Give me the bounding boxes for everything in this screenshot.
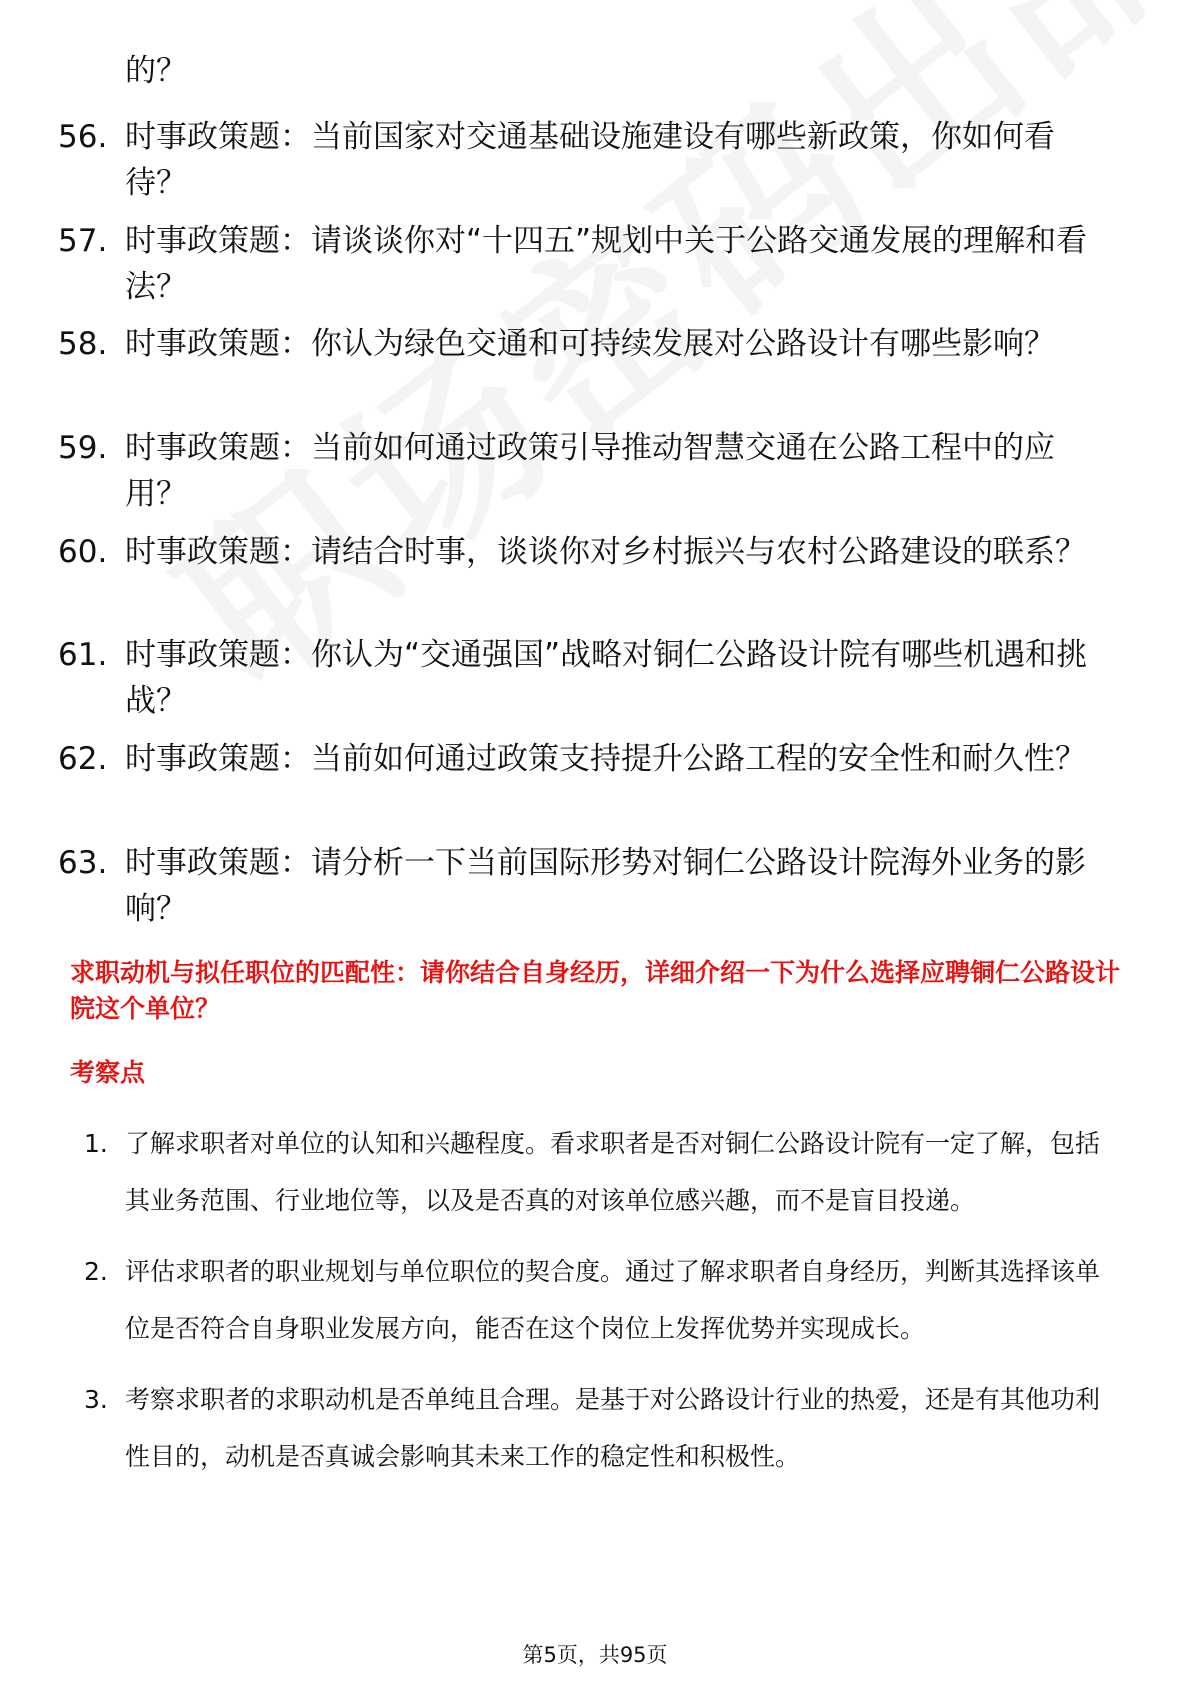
question-text: 时事政策题：请结合时事，谈谈你对乡村振兴与农村公路建设的联系？ xyxy=(125,533,1086,570)
question-item xyxy=(0,622,1190,726)
assessment-point xyxy=(0,1243,1190,1357)
subsection-heading: 考察点 xyxy=(70,1058,146,1087)
question-number: 63. xyxy=(58,844,108,881)
question-number: 59. xyxy=(58,430,108,467)
continuation-text: 的？ xyxy=(125,53,187,89)
question-text: 时事政策题：请分析一下当前国际形势对铜仁公路设计院海外业务的影响？ xyxy=(125,844,1086,927)
page-footer: 第5页，共95页 xyxy=(522,1643,668,1667)
question-item xyxy=(0,415,1190,519)
assessment-point xyxy=(0,1115,1190,1229)
question-list xyxy=(0,104,1190,934)
question-item xyxy=(0,830,1190,934)
question-number: 62. xyxy=(58,741,108,778)
question-item xyxy=(0,208,1190,312)
assessment-point-list xyxy=(0,1115,1190,1499)
question-item xyxy=(0,726,1190,830)
question-text: 时事政策题：当前如何通过政策支持提升公路工程的安全性和耐久性？ xyxy=(125,741,1086,778)
question-item xyxy=(0,519,1190,623)
question-number: 57. xyxy=(58,222,108,259)
question-number: 60. xyxy=(58,533,108,570)
point-text: 考察求职者的求职动机是否单纯且合理。是基于对公路设计行业的热爱，还是有其他功利性目的，动机是否真诚会影响其未来工作的稳定性和积极性。 xyxy=(125,1385,1101,1471)
question-text: 时事政策题：你认为绿色交通和可持续发展对公路设计有哪些影响？ xyxy=(125,326,1055,363)
question-number: 56. xyxy=(58,119,108,155)
section-heading: 求职动机与拟任职位的匹配性：请你结合自身经历，详细介绍一下为什么选择应聘铜仁公路设计院这个单位？ xyxy=(70,958,1121,1023)
point-text: 评估求职者的职业规划与单位职位的契合度。通过了解求职者自身经历，判断其选择该单位是否符合自身职业发展方向，能否在这个岗位上发挥优势并实现成长。 xyxy=(125,1257,1101,1343)
point-number: 2. xyxy=(84,1257,108,1286)
question-number: 58. xyxy=(58,326,108,363)
point-number: 3. xyxy=(84,1385,108,1414)
question-text: 时事政策题：当前国家对交通基础设施建设有哪些新政策，你如何看待？ xyxy=(125,119,1055,201)
question-text: 时事政策题：当前如何通过政策引导推动智慧交通在公路工程中的应用？ xyxy=(125,430,1055,513)
point-text: 了解求职者对单位的认知和兴趣程度。看求职者是否对铜仁公路设计院有一定了解，包括其业务范围、行业地位等，以及是否真的对该单位感兴趣，而不是盲目投递。 xyxy=(125,1129,1101,1215)
question-text: 时事政策题：你认为“交通强国”战略对铜仁公路设计院有哪些机遇和挑战？ xyxy=(125,637,1088,720)
assessment-point xyxy=(0,1371,1190,1485)
point-number: 1. xyxy=(84,1129,108,1158)
question-text: 时事政策题：请谈谈你对“十四五”规划中关于公路交通发展的理解和看法？ xyxy=(125,222,1088,305)
question-item xyxy=(0,311,1190,415)
question-number: 61. xyxy=(58,637,108,674)
question-item xyxy=(0,104,1190,208)
